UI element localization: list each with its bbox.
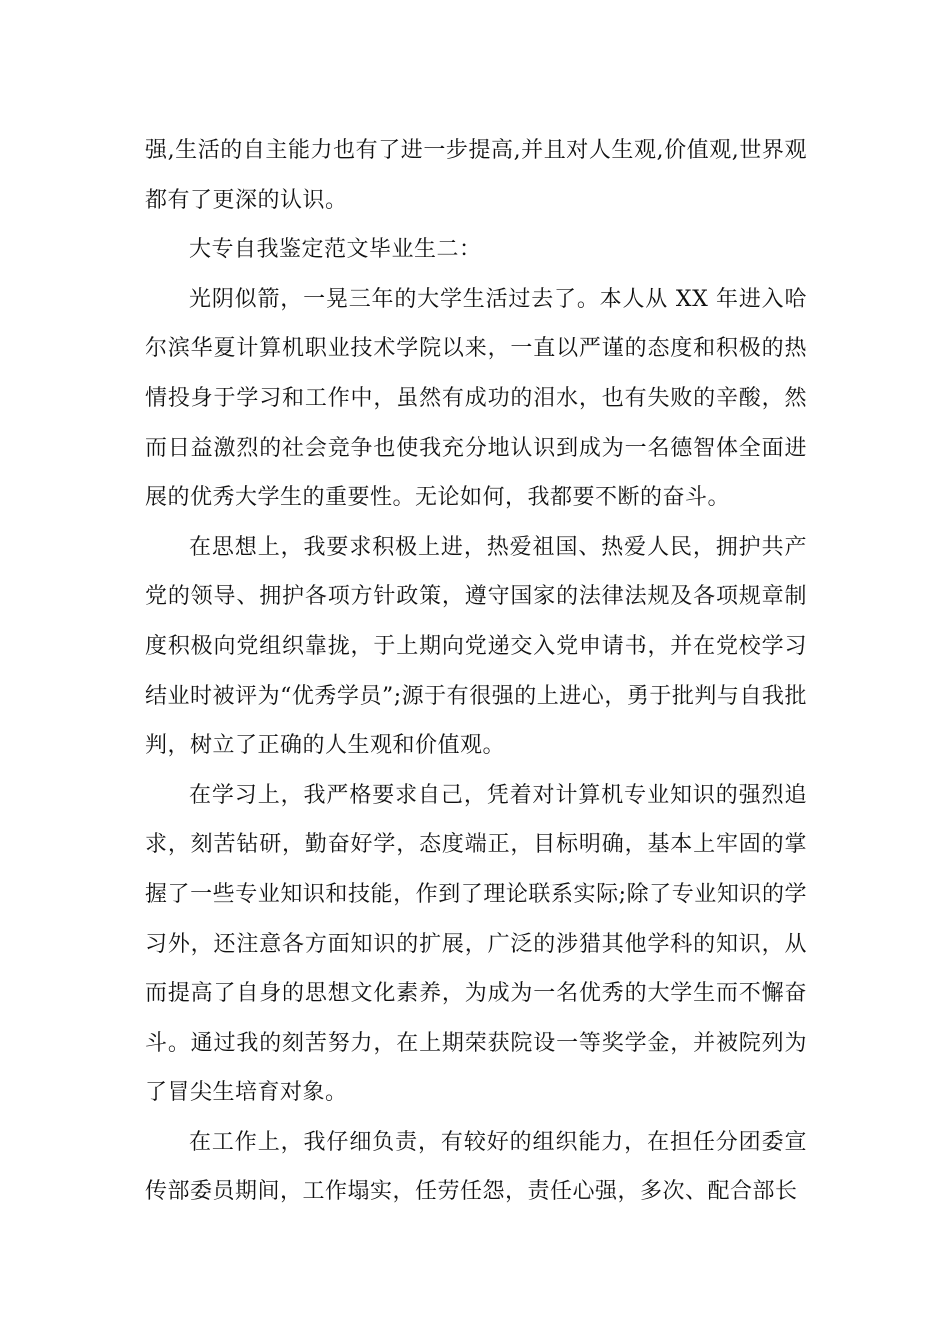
paragraph-ideology: 在思想上，我要求积极上进，热爱祖国、热爱人民，拥护共产党的领导、拥护各项方针政策，遵守国家的法律法规及各项规章制度积极向党组织靠拢，于上期向党递交入党申请书，并在党校学习结业时被评为“优秀学员”;源于有很强的上进心，勇于批判与自我批判，树立了正确的人生观和价值观。	[145, 534, 807, 759]
paragraph-study: 在学习上，我严格要求自己，凭着对计算机专业知识的强烈追求，刻苦钻研，勤奋好学，态度端正，目标明确，基本上牢固的掌握了一些专业知识和技能，作到了理论联系实际;除了专业知识的学习外，还注意各方面知识的扩展，广泛的涉猎其他学科的知识，从而提高了自身的思想文化素养，为成为一名优秀的大学生而不懈奋斗。通过我的刻苦努力，在上期荣获院设一等奖学金，并被院列为了冒尖生培育对象。	[145, 782, 807, 1106]
section-heading-graduate-two: 大专自我鉴定范文毕业生二：	[189, 237, 482, 263]
paragraph-introduction: 光阴似箭，一晃三年的大学生活过去了。本人从 XX 年进入哈尔滨华夏计算机职业技术学院以来，一直以严谨的态度和积极的热情投身于学习和工作中，虽然有成功的泪水，也有失败的辛酸，然而日益激烈的社会竞争也使我充分地认识到成为一名德智体全面进展的优秀大学生的重要性。无论如何，我都要不断的奋斗。	[145, 286, 807, 511]
paragraph-work: 在工作上，我仔细负责，有较好的组织能力，在担任分团委宣传部委员期间，工作塌实，任劳任怨，责任心强，多次、配合部长	[145, 1129, 807, 1205]
document-body	[145, 126, 807, 1217]
paragraph-continuation: 强,生活的自主能力也有了进一步提高,并且对人生观,价值观,世界观都有了更深的认识。	[145, 138, 807, 213]
